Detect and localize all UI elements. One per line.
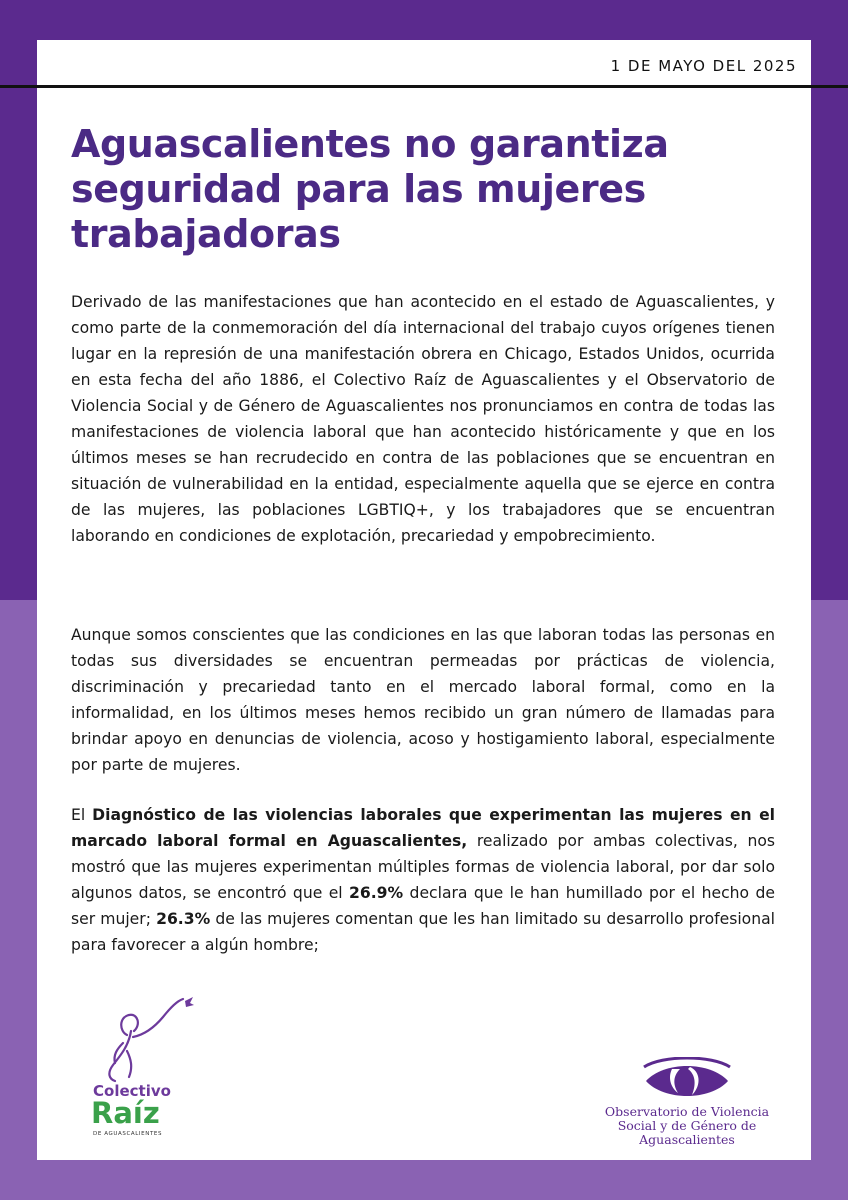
p3-intro: El [71,806,93,824]
obs-line2: Social y de Género de [617,1118,757,1133]
paragraph-2: Aunque somos conscientes que las condiciones en las que laboran todas las personas en todas sus diversidades se encuentran permeadas por prácticas de violencia, discriminación y precariedad tanto en el mercado laboral formal, como en la informalidad, en los últimos meses hemos recibido un gran número de llamadas para brindar apoyo en denuncias de violencia, acoso y hostigamiento laboral, especialmente por parte de mujeres. [71,626,775,774]
document-page [37,40,811,1160]
paragraph-1: Derivado de las manifestaciones que han acontecido en el estado de Aguascalientes, y como parte de la conmemoración del día internacional del trabajo cuyos orígenes tienen lugar en la represión de una manifestación obrera en Chicago, Estados Unidos, ocurrida en esta fecha del año 1886, el Colectivo Raíz de Aguascalientes y el Observatorio de Violencia Social y de Género de Aguascalientes nos pronunciamos en contra de todas las manifestaciones de violencia laboral que han acontecido históricamente y que en los últimos meses se han recrudecido en contra de las poblaciones que se encuentran en situación de vulnerabilidad en la entidad, especialmente aquella que se ejerce en contra de las mujeres, las poblaciones LGBTIQ+, y los trabajadores que se encuentran laborando en condiciones de explotación, precariedad y empobrecimiento. [71,293,775,545]
paragraph-3 [71,802,775,958]
page-title: Aguascalientes no garantiza seguridad para las mujeres trabajadoras [71,122,669,256]
observatorio-logo-text [597,1105,777,1147]
obs-line3: Aguascalientes [639,1132,735,1147]
study-title: Diagnóstico de las violencias laborales que experimentan las mujeres en el marcado laboral formal en Aguascalientes, [71,806,775,850]
colectivo-raiz-logo [87,995,217,1145]
obs-line1: Observatorio de Violencia [604,1104,770,1119]
woman-with-dove-icon [87,995,197,1085]
observatorio-logo [597,1055,777,1155]
header-divider [0,85,848,88]
publication-date: 1 DE MAYO DEL 2025 [610,57,797,75]
p3-after-stat2: de las mujeres comentan que les han limitado su desarrollo profesional para favorecer a algún hombre; [71,910,775,954]
p3-after-stat1: declara que le han humillado por el hecho de ser mujer; [71,884,775,928]
stat-limited: 26.3% [156,910,211,928]
stat-humiliated: 26.9% [349,884,404,902]
eye-with-face-icon [642,1057,732,1105]
raiz-logo-line1: Colectivo [93,1082,171,1100]
raiz-logo-line2: Raíz [91,1096,160,1130]
raiz-logo-line3: DE AGUASCALIENTES [93,1131,163,1137]
p3-middle: realizado por ambas colectivas, nos mostró que las mujeres experimentan múltiples formas de violencia laboral, por dar solo algunos datos, se encontró que el [71,832,776,902]
